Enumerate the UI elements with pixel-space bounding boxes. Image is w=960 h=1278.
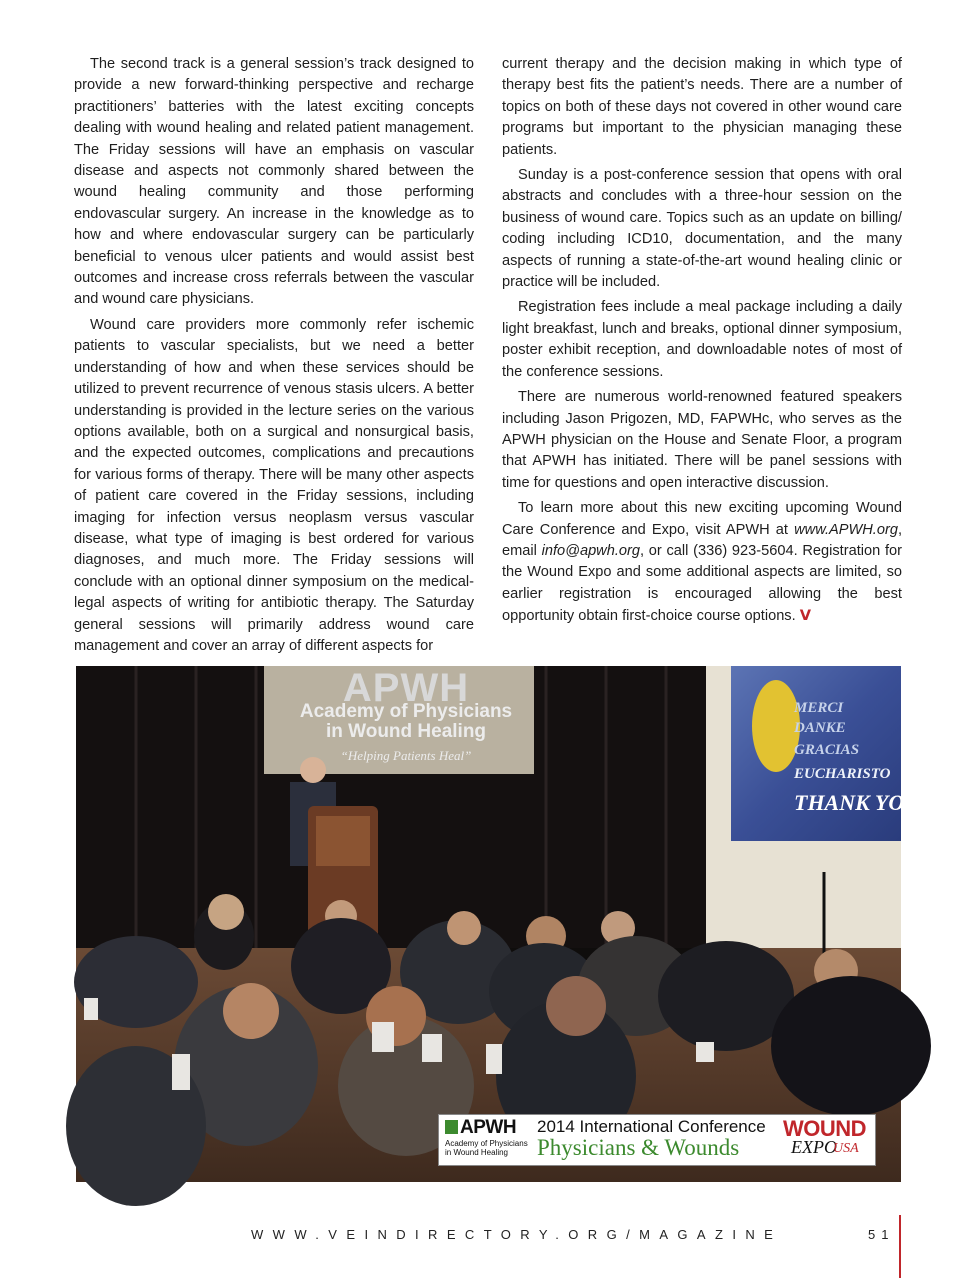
stage-banner-tagline: “Helping Patients Heal” [340,748,472,763]
closing-text-3: , or call (336) 923-5604. Registration for the Wound Expo and some additional aspects are limited, so earlier registration is encouraged allowing the best opportunity obtain first-choice course options. [502,542,902,625]
paragraph-second-track: The second track is a general session’s track designed to provide a new forward-thinking perspective and recharge practitioners’ batteries with the latest exciting concepts dealing with wound healing and related patient management. The Friday sessions will have an emphasis on vascular disease and aspects not commonly shared between the wound healing community and those performing endovascular surgery. An increase in the knowledge as to how and where endovascular surgery can be particularly beneficial to venous ulcer patients and would assist best outcomes and increase cross referrals between the vascular and wound care physicians. [74,56,474,308]
banner-expo-logo: EXPO [791,1137,837,1157]
paragraph-current-therapy: current therapy and the decision making in which type of therapy best fits the patient’s needs. There are a number of topics on both of these days not covered in other wound care programs but important to the physician managing these patients. [502,56,902,158]
conference-photo-drawing [76,666,901,1182]
page-number: 51 [868,1227,895,1242]
footer-divider [899,1215,901,1278]
right-column [502,54,902,632]
closing-text-1: To learn more about this new exciting upcoming Wound Care Conference and Expo, visit APWH at [502,500,902,538]
banner-apwh-logo [445,1117,516,1139]
mascot-figure [752,680,800,772]
end-mark-icon: V [799,607,812,625]
screen-word-5: THANK YOU [794,790,921,815]
left-column [74,54,474,661]
screen-word-2: DANKE [794,720,846,736]
stage-banner-line1: Academy of Physicians [299,701,513,722]
paragraph-sunday: Sunday is a post-conference session that opens with oral abstracts and concludes with a three-hour session on the business of wound care. Topics such as an update on billing/ coding including ICD10, documentation, and the many aspects of running a state-of-the-art wound healing clinic or practice will be included. [502,167,902,291]
stage-banner-apwh: APWH [342,666,470,710]
screen-word-1: MERCI [794,700,844,716]
apwh-logo-icon [445,1120,458,1134]
paragraph-registration: Registration fees include a meal package including a daily light breakfast, lunch and breaks, optional dinner symposium, poster exhibit reception, and downloadable notes of most of the conference sessions. [502,299,902,380]
footer-url[interactable]: WWW.VEINDIRECTORY.ORG/MAGAZINE [251,1227,783,1242]
conference-photo [76,666,921,1182]
banner-wound-logo: WOUND [783,1116,867,1141]
stage-banner-line2: in Wound Healing [325,721,487,742]
conference-logo-banner [438,1114,876,1166]
website-link[interactable]: www.APWH.org [794,521,898,538]
banner-academy-name: Academy of Physicians in Wound Healing [445,1139,528,1157]
paragraph-speakers: There are numerous world-renowned featured speakers including Jason Prigozen, MD, FAPWHc, who serves as the APWH physician on the House and Senate Floor, a program that APWH has initiated. There will be panel sessions with time for questions and open interactive discussion. [502,389,902,491]
banner-apwh-text: APWH [460,1117,517,1138]
paragraph-closing [502,498,902,627]
email-link[interactable]: info@apwh.org [541,542,640,559]
closing-text-2: , email [502,521,902,559]
screen-word-3: GRACIAS [794,742,860,758]
banner-conference-year: 2014 International Conference [537,1117,766,1136]
paragraph-wound-care-providers: Wound care providers more commonly refer ischemic patients to vascular specialists, but we need a better understanding of how and when these services should be utilized to prevent recurrence of venous stasis ulcers. A better understanding is provided in the lecture series on the various options available, both on a surgical and nonsurgical basis, and the expected outcomes, complications and precautions for various forms of therapy. There will be many other aspects of patient care covered in the Friday sessions, including imaging for infection versus neoplasm versus vascular disease, what type of imaging is best ordered for various diagnoses, and much more. The Friday sessions will conclude with an optional dinner symposium on the medical-legal aspects of writing for antibiotic therapy. The Saturday general sessions will primarily address wound care management and cover an array of different aspects for [74,316,474,654]
banner-conference-title: Physicians & Wounds [537,1135,740,1160]
screen-word-4: EUCHARISTO [794,766,891,782]
banner-usa-logo: USA [833,1141,859,1156]
